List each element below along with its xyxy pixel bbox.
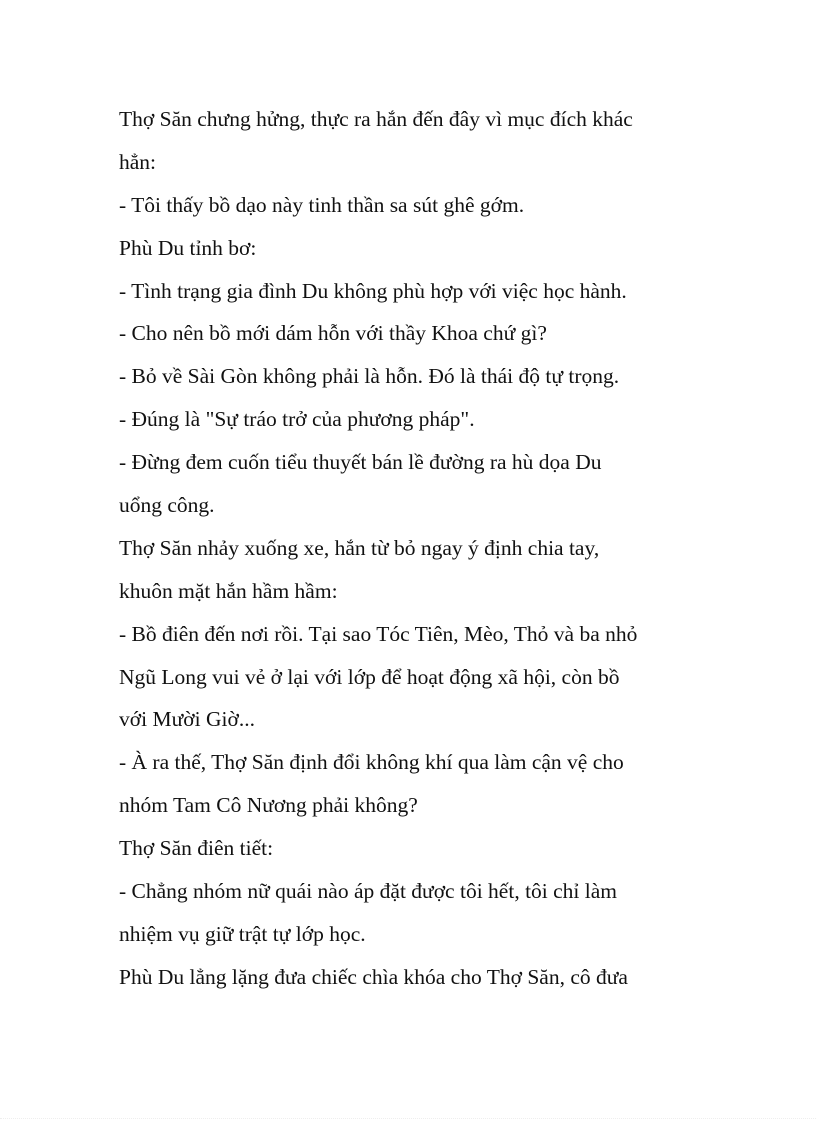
text-line: nhiệm vụ giữ trật tự lớp học. — [119, 921, 366, 946]
text-line: - Bỏ về Sài Gòn không phải là hỗn. Đó là thái độ tự trọng. — [119, 364, 620, 389]
text-line: - Đúng là "Sự tráo trở của phương pháp". — [119, 407, 475, 432]
text-line: nhóm Tam Cô Nương phải không? — [119, 793, 418, 818]
text-line: Ngũ Long vui vẻ ở lại với lớp để hoạt động xã hội, còn bồ — [119, 664, 620, 689]
text-line: - Đừng đem cuốn tiểu thuyết bán lề đường ra hù dọa Du — [119, 450, 602, 475]
text-line: uổng công. — [119, 493, 215, 518]
page-bottom-divider — [0, 1118, 816, 1120]
body-text — [119, 98, 759, 999]
text-line: Phù Du tỉnh bơ: — [119, 235, 257, 260]
text-line: hẳn: — [119, 149, 157, 174]
text-line: Thợ Săn điên tiết: — [119, 836, 274, 861]
text-line: khuôn mặt hắn hầm hầm: — [119, 578, 338, 603]
text-line: Thợ Săn chưng hửng, thực ra hắn đến đây vì mục đích khác — [119, 107, 633, 131]
text-line: với Mười Giờ... — [119, 707, 255, 732]
text-line: - Cho nên bồ mới dám hỗn với thầy Khoa chứ gì? — [119, 321, 547, 346]
text-line: Phù Du lẳng lặng đưa chiếc chìa khóa cho Thợ Săn, cô đưa — [119, 964, 628, 989]
text-line: - Chẳng nhóm nữ quái nào áp đặt được tôi hết, tôi chỉ làm — [119, 879, 618, 904]
text-line: - Tình trạng gia đình Du không phù hợp với việc học hành. — [119, 278, 627, 303]
text-line: Thợ Săn nhảy xuống xe, hắn từ bỏ ngay ý định chia tay, — [119, 535, 600, 560]
text-line: - À ra thế, Thợ Săn định đổi không khí qua làm cận vệ cho — [119, 750, 624, 775]
text-line: - Bồ điên đến nơi rồi. Tại sao Tóc Tiên, Mèo, Thỏ và ba nhỏ — [119, 621, 638, 646]
text-line: - Tôi thấy bồ dạo này tinh thần sa sút ghê gớm. — [119, 192, 525, 217]
